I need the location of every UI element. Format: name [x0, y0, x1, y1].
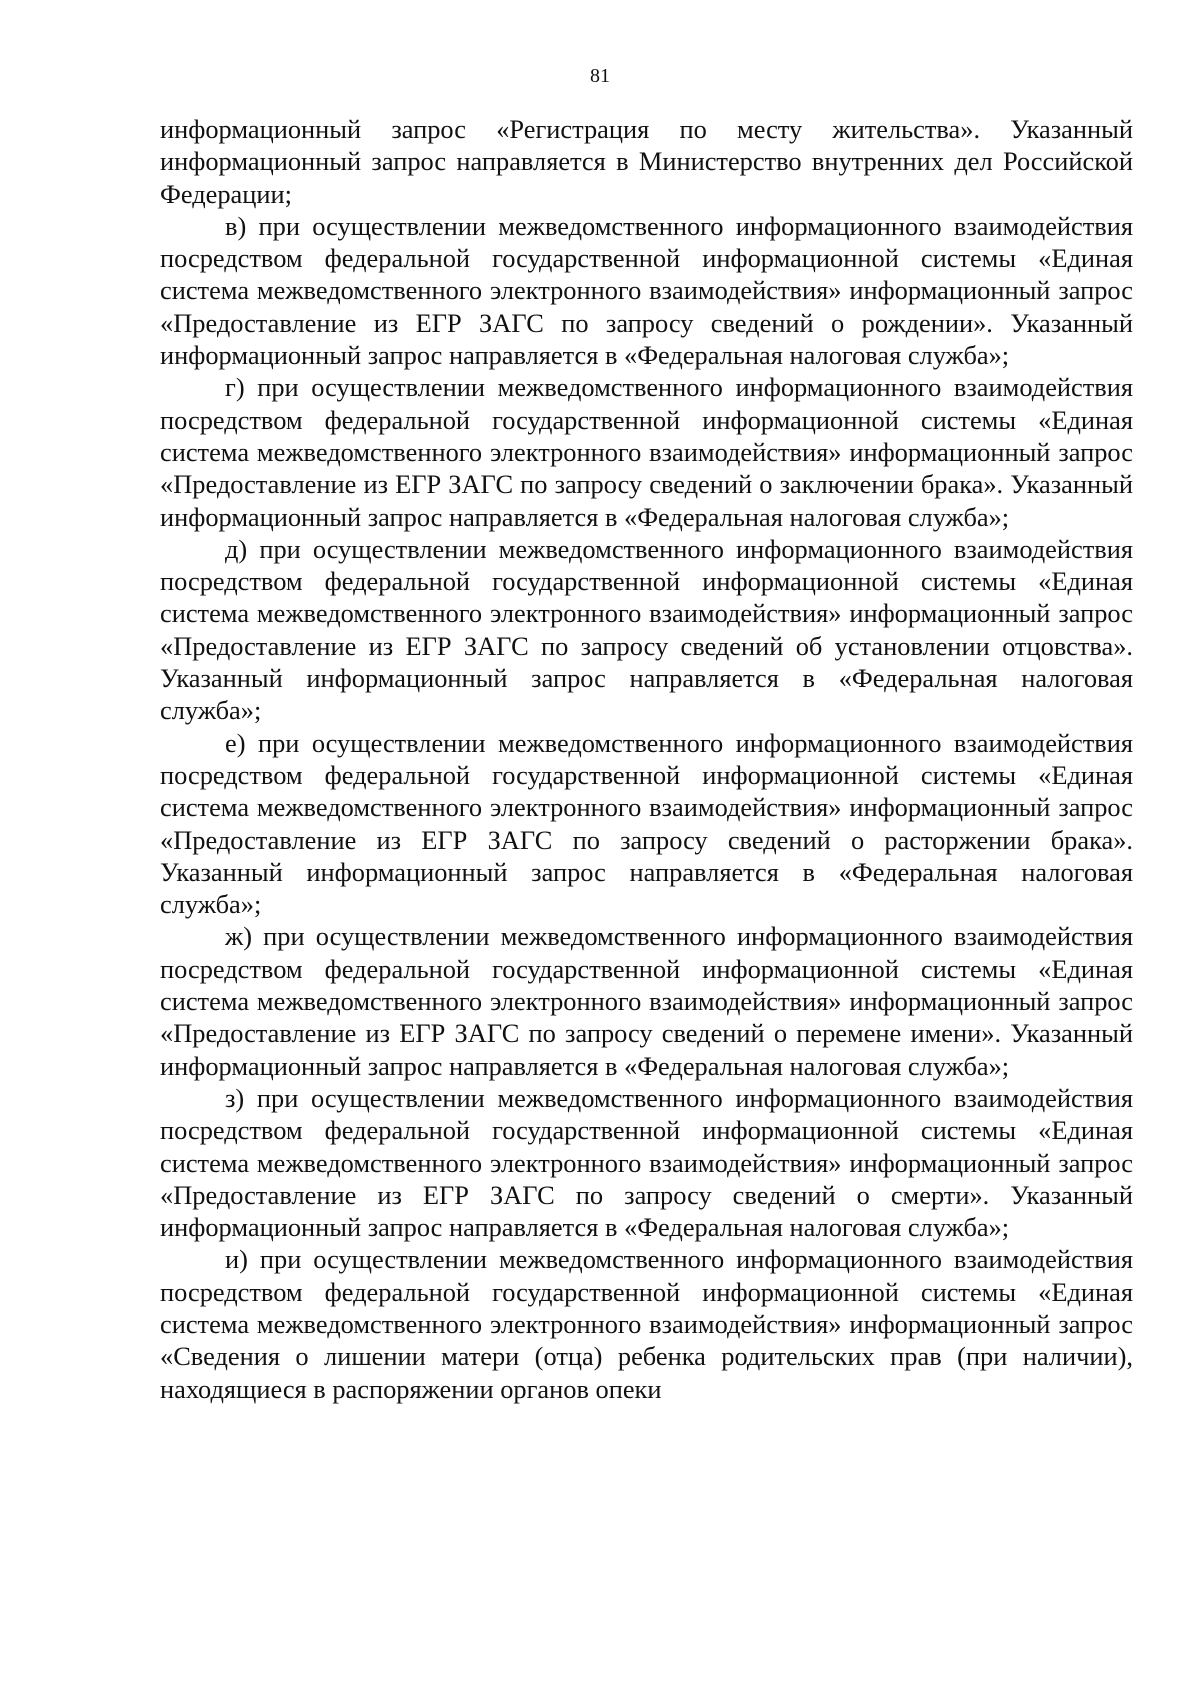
paragraph-continuation: информационный запрос «Регистрация по месту жительства». Указанный информационный запрос направляется в Министерство внутренних дел Российской Федерации;	[160, 114, 1133, 209]
paragraph-item-zh: ж) при осуществлении межведомственного информационного взаимодействия посредством федеральной государственной информационной системы «Единая система межведомственного электронного взаимодействия» информационный запрос «Предоставление из ЕГР ЗАГС по запросу сведений о перемене имени». Указанный информационный запрос направляется в «Федеральная налоговая служба»;	[160, 921, 1133, 1081]
document-body	[160, 113, 1133, 1405]
paragraph-item-i: и) при осуществлении межведомственного информационного взаимодействия посредством федеральной государственной информационной системы «Единая система межведомственного электронного взаимодействия» информационный запрос «Сведения о лишении матери (отца) ребенка родительских прав (при наличии), находящиеся в распоряжении органов опеки	[160, 1244, 1133, 1404]
paragraph-item-d: д) при осуществлении межведомственного информационного взаимодействия посредством федеральной государственной информационной системы «Единая система межведомственного электронного взаимодействия» информационный запрос «Предоставление из ЕГР ЗАГС по запросу сведений об установлении отцовства». Указанный информационный запрос направляется в «Федеральная налоговая служба»;	[160, 533, 1133, 726]
paragraph-item-g: г) при осуществлении межведомственного информационного взаимодействия посредством федеральной государственной информационной системы «Единая система межведомственного электронного взаимодействия» информационный запрос «Предоставление из ЕГР ЗАГС по запросу сведений о заключении брака». Указанный информационный запрос направляется в «Федеральная налоговая служба»;	[160, 372, 1133, 532]
paragraph-item-v: в) при осуществлении межведомственного информационного взаимодействия посредством федеральной государственной информационной системы «Единая система межведомственного электронного взаимодействия» информационный запрос «Предоставление из ЕГР ЗАГС по запросу сведений о рождении». Указанный информационный запрос направляется в «Федеральная налоговая служба»;	[160, 210, 1133, 371]
paragraph-item-z: з) при осуществлении межведомственного информационного взаимодействия посредством федеральной государственной информационной системы «Единая система межведомственного электронного взаимодействия» информационный запрос «Предоставление из ЕГР ЗАГС по запросу сведений о смерти». Указанный информационный запрос направляется в «Федеральная налоговая служба»;	[160, 1082, 1133, 1243]
paragraph-item-e: е) при осуществлении межведомственного информационного взаимодействия посредством федеральной государственной информационной системы «Единая система межведомственного электронного взаимодействия» информационный запрос «Предоставление из ЕГР ЗАГС по запросу сведений о расторжении брака». Указанный информационный запрос направляется в «Федеральная налоговая служба»;	[160, 727, 1133, 920]
page-number: 81	[590, 65, 610, 87]
